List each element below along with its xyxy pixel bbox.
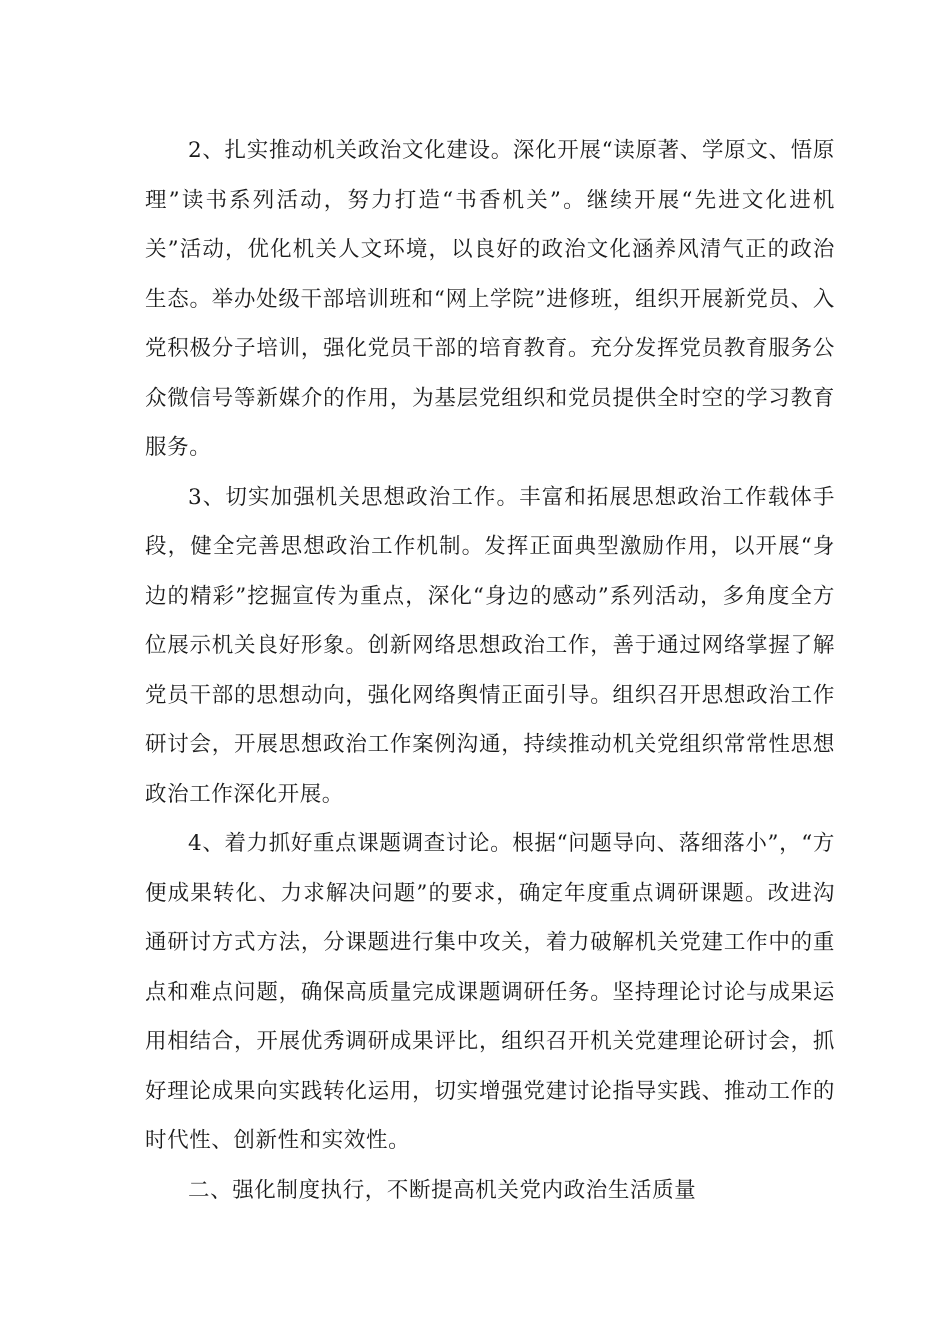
paragraph-item-3: 3、切实加强机关思想政治工作。丰富和拓展思想政治工作载体手段，健全完善思想政治工作机制。发挥正面典型激励作用，以开展“身边的精彩”挖掘宣传为重点，深化“身边的感动”系列活动，多角度全方位展示机关良好形象。创新网络思想政治工作，善于通过网络掌握了解党员干部的思想动向，强化网络舆情正面引导。组织召开思想政治工作研讨会，开展思想政治工作案例沟通，持续推动机关党组织常常性思想政治工作深化开展。 xyxy=(145,484,835,807)
document-body xyxy=(145,126,835,1215)
section-heading-2: 二、强化制度执行，不断提高机关党内政治生活质量 xyxy=(188,1177,697,1203)
paragraph-item-4: 4、着力抓好重点课题调查讨论。根据“问题导向、落细落小”，“方便成果转化、力求解决问题”的要求，确定年度重点调研课题。改进沟通研讨方式方法，分课题进行集中攻关，着力破解机关党建工作中的重点和难点问题，确保高质量完成课题调研任务。坚持理论讨论与成果运用相结合，开展优秀调研成果评比，组织召开机关党建理论研讨会，抓好理论成果向实践转化运用，切实增强党建讨论指导实践、推动工作的时代性、创新性和实效性。 xyxy=(145,831,835,1153)
paragraph-item-2: 2、扎实推动机关政治文化建设。深化开展“读原著、学原文、悟原理”读书系列活动，努力打造“书香机关”。继续开展“先进文化进机关”活动，优化机关人文环境，以良好的政治文化涵养风清气正的政治生态。举办处级干部培训班和“网上学院”进修班，组织开展新党员、入党积极分子培训，强化党员干部的培育教育。充分发挥党员教育服务公众微信号等新媒介的作用，为基层党组织和党员提供全时空的学习教育服务。 xyxy=(145,138,835,460)
